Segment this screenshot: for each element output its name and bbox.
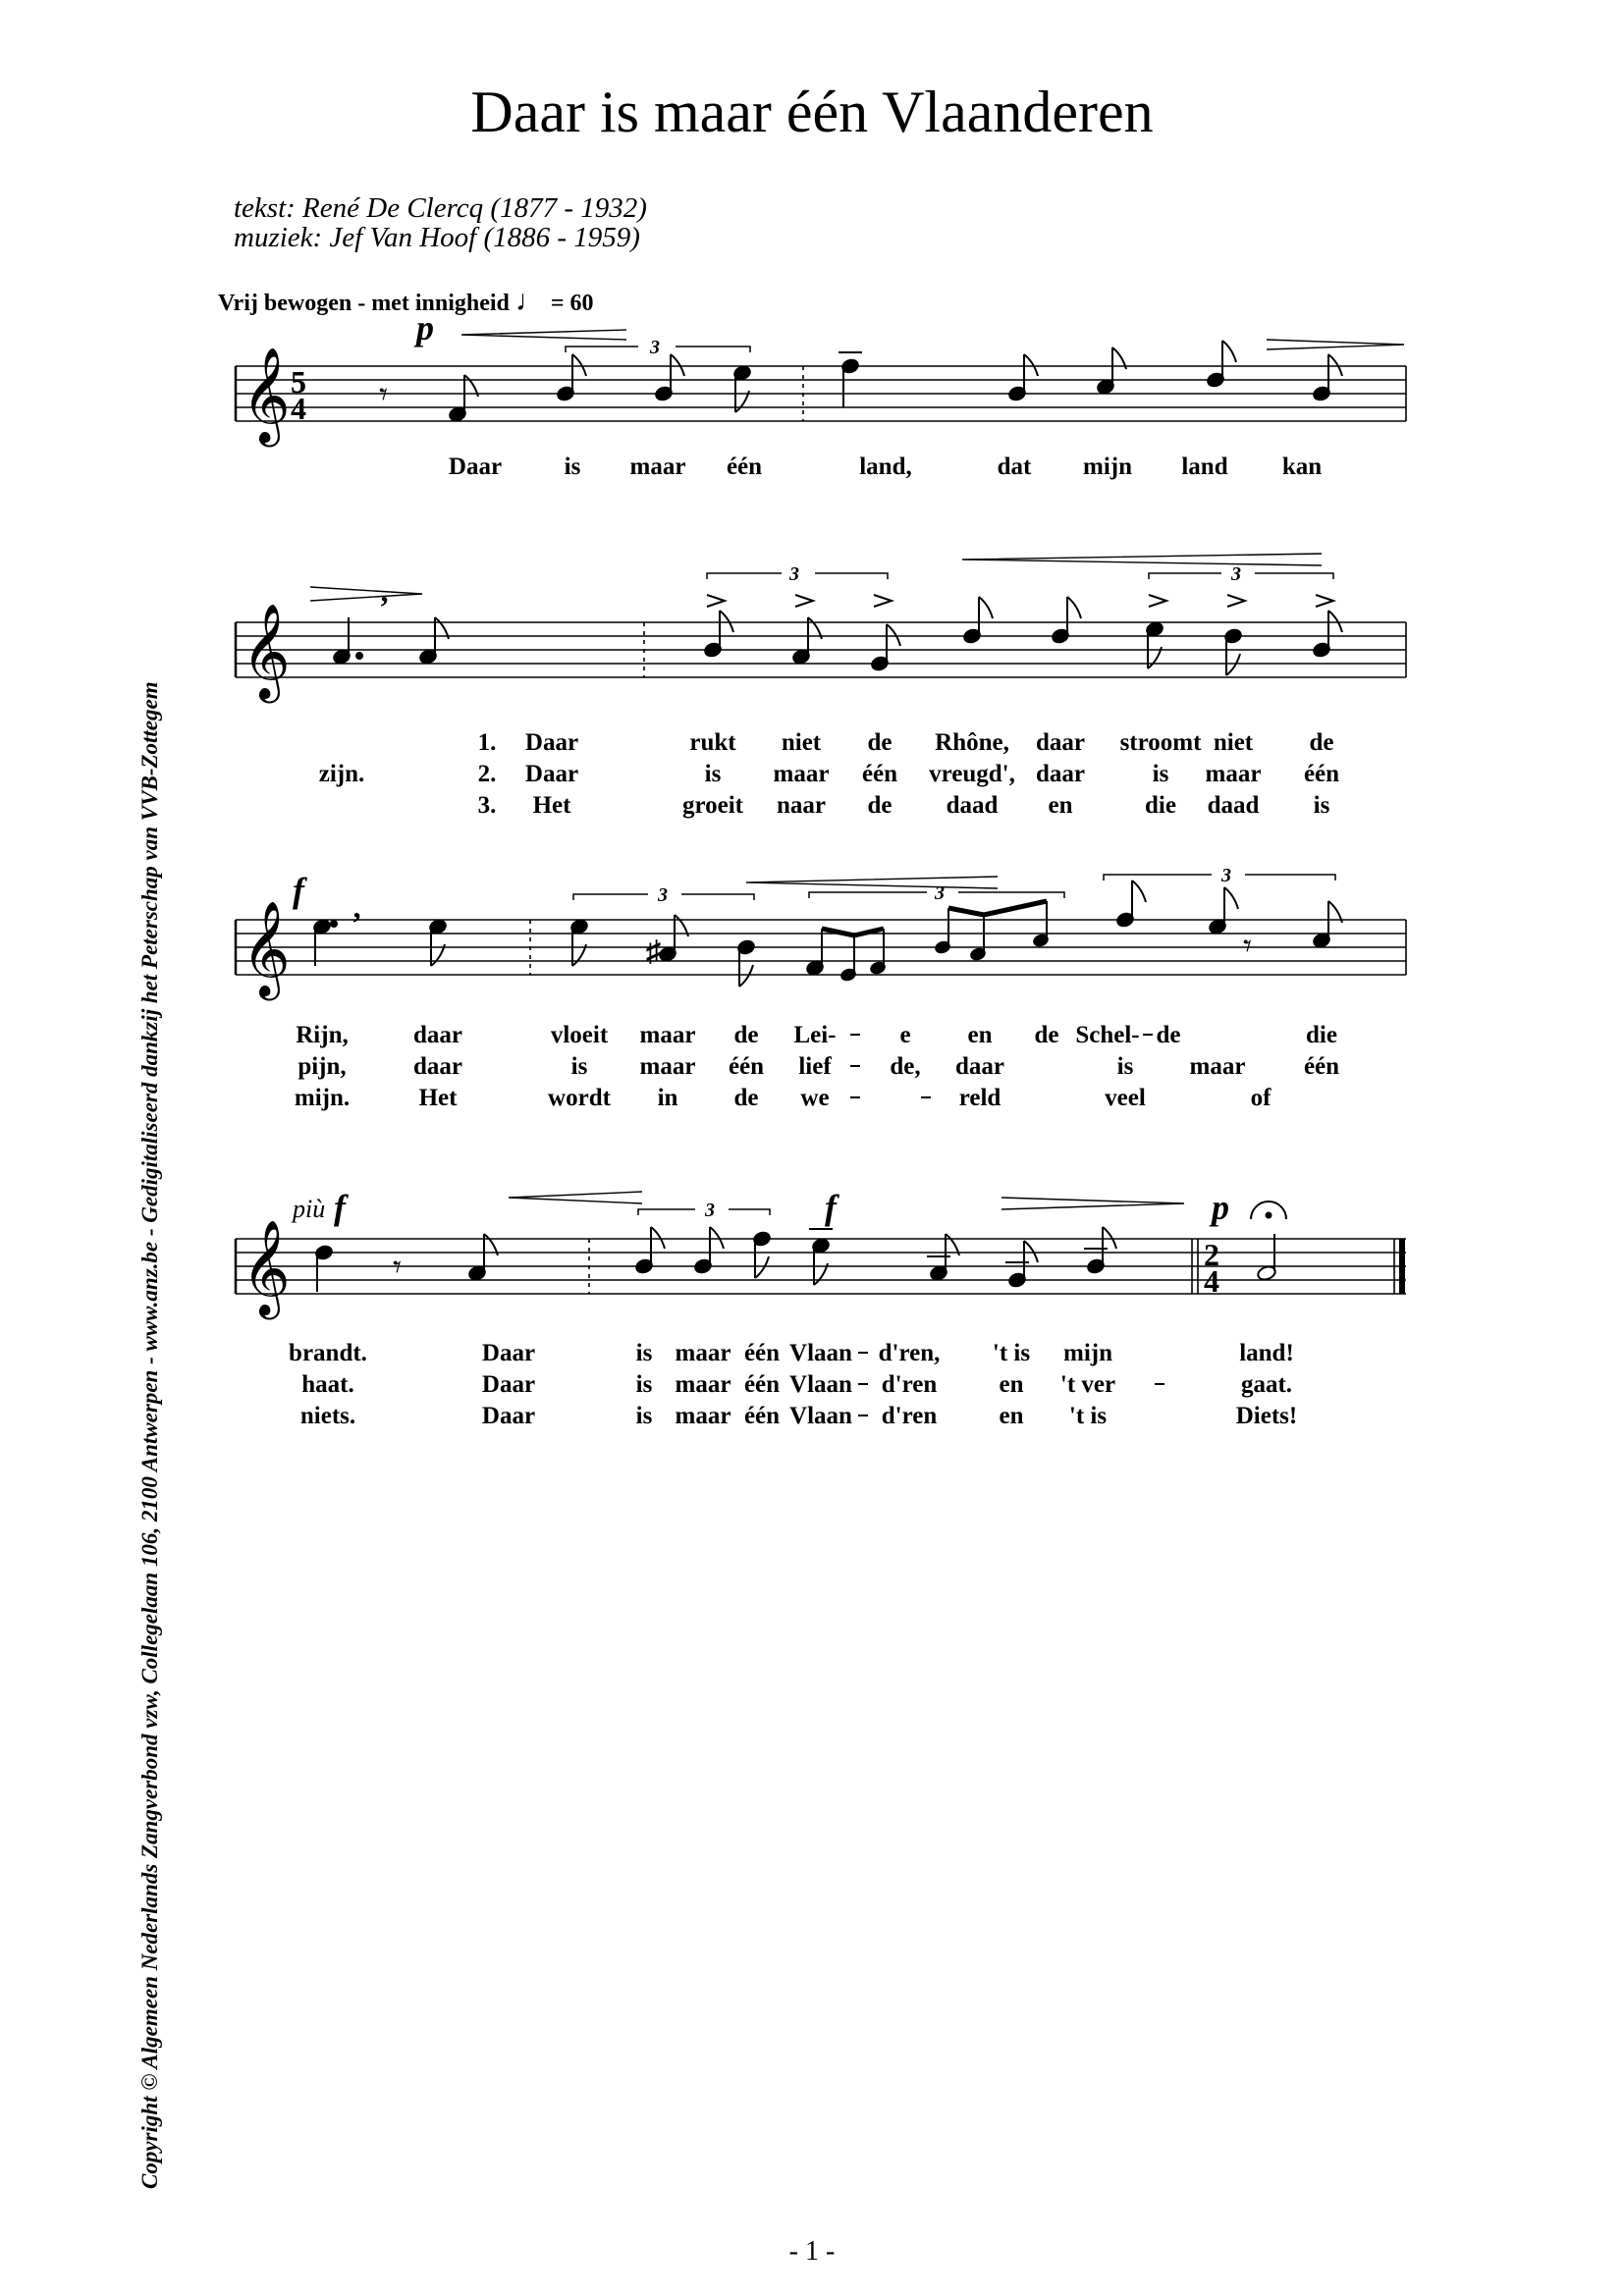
- lyric-syllable: Daar: [481, 1403, 536, 1429]
- note: [1033, 901, 1050, 947]
- lyric-syllable: Daar: [524, 761, 579, 787]
- dynamic-f: f: [825, 1188, 837, 1227]
- note: [658, 915, 688, 962]
- note: [970, 915, 987, 961]
- lyric-syllable: maar: [675, 1403, 731, 1429]
- eighth-rest-icon: 𝄾: [379, 377, 389, 413]
- lyric-syllable: daar: [1036, 761, 1085, 787]
- time-signature-lower: 4: [1204, 1263, 1219, 1299]
- note: [703, 611, 733, 658]
- decrescendo-hairpin: [1267, 340, 1404, 349]
- lyric-syllable: maar: [1205, 761, 1262, 787]
- lyric-syllable: Rijn,: [296, 1022, 349, 1048]
- composer-credit: muziek: Jef Van Hoof (1886 - 1959): [234, 222, 640, 253]
- decrescendo-hairpin: [310, 587, 422, 601]
- crescendo-hairpin: [746, 877, 998, 888]
- triplet-label: 3: [935, 882, 945, 904]
- lyric-syllable: land!: [1239, 1340, 1294, 1366]
- lyric-syllable: zijn.: [318, 761, 365, 787]
- note: [840, 935, 857, 982]
- lyric-syllable: gaat.: [1240, 1371, 1293, 1398]
- lyric-syllable: is: [635, 1403, 653, 1429]
- lyric-syllable: en: [999, 1371, 1024, 1398]
- crescendo-hairpin: [509, 1192, 642, 1203]
- triplet-label: 3: [789, 563, 799, 585]
- lyric-syllable: 2.: [477, 761, 497, 787]
- lyric-syllable: en: [999, 1403, 1024, 1429]
- lyric-syllable: d'ren,: [878, 1340, 941, 1366]
- note: [1115, 881, 1146, 928]
- lyric-syllable: maar: [675, 1340, 731, 1366]
- triplet-label: 3: [658, 884, 668, 906]
- lyric-syllable: in: [657, 1085, 678, 1111]
- dynamic-f: f: [334, 1188, 346, 1227]
- decrescendo-hairpin: [1001, 1198, 1184, 1209]
- note: [448, 375, 478, 422]
- lyric-syllable: Daar: [481, 1371, 536, 1398]
- triplet-label: 3: [705, 1200, 715, 1221]
- triplet-label: 3: [1221, 865, 1231, 886]
- lyric-syllable: mijn: [1063, 1340, 1112, 1366]
- lyric-syllable: die: [1306, 1022, 1337, 1048]
- lyric-syllable: daad: [1207, 792, 1260, 819]
- lyric-syllable: daar: [413, 1053, 462, 1080]
- lyrics-row-4: [289, 1340, 1297, 1429]
- lyric-syllable: niets.: [299, 1403, 356, 1429]
- lyrics-row-1: [449, 454, 1322, 480]
- note: [935, 908, 951, 954]
- lyric-syllable: vreugd',: [929, 761, 1015, 787]
- lyric-syllable: Vlaan: [789, 1403, 852, 1429]
- lyric-syllable: pijn,: [298, 1053, 347, 1080]
- note: [314, 1245, 333, 1292]
- lyric-syllable: Het: [418, 1085, 458, 1111]
- lyric-syllable: 't is: [1068, 1403, 1108, 1429]
- lyric-syllable: d'ren: [881, 1371, 938, 1398]
- staff-system-3: [236, 865, 1406, 1111]
- note: [634, 1227, 665, 1274]
- note: [809, 1229, 833, 1285]
- dynamic-p: p: [1212, 1188, 1229, 1227]
- treble-clef-icon: 𝄞: [242, 607, 291, 698]
- lyric-syllable: Rhône,: [935, 729, 1009, 756]
- lyric-syllable: is: [1116, 1053, 1134, 1080]
- lyric-syllable: lief: [798, 1053, 832, 1080]
- lyric-syllable: één: [743, 1403, 781, 1429]
- lyric-syllable: rukt: [689, 729, 736, 756]
- dynamic-p: p: [416, 308, 434, 347]
- note: [962, 597, 993, 644]
- crescendo-hairpin: [962, 554, 1322, 565]
- lyric-syllable: Vlaan: [789, 1340, 852, 1366]
- note: [332, 617, 362, 665]
- half-note: [1256, 1234, 1276, 1282]
- lyric-syllable: 3.: [477, 792, 497, 819]
- lyric-syllable: één: [861, 761, 898, 787]
- lyric-syllable: is: [564, 454, 581, 480]
- lyric-syllable: daad: [946, 792, 999, 819]
- lyric-syllable: de,: [890, 1053, 921, 1080]
- note: [1312, 354, 1342, 401]
- note: [693, 1227, 724, 1274]
- lyric-syllable: één: [1303, 761, 1340, 787]
- lyric-syllable: de: [733, 1022, 759, 1048]
- lyric-syllable: is: [1313, 792, 1330, 819]
- lyric-syllable: de: [1156, 1022, 1181, 1048]
- note: [312, 919, 337, 966]
- treble-clef-icon: 𝄞: [242, 1223, 291, 1314]
- lyric-syllable: dat: [997, 454, 1032, 480]
- lyric-syllable: Lei-: [793, 1022, 837, 1048]
- lyric-syllable: Daar: [448, 454, 503, 480]
- note: [1223, 628, 1242, 675]
- lyric-syllable: is: [1152, 761, 1169, 787]
- note: [736, 939, 755, 987]
- note: [752, 1231, 771, 1278]
- lyric-syllable: één: [743, 1371, 781, 1398]
- lyric-syllable: wordt: [548, 1085, 611, 1111]
- lyric-syllable: we: [800, 1085, 830, 1111]
- lyric-syllable: één: [728, 1053, 765, 1080]
- lyric-syllable: niet: [1213, 729, 1254, 756]
- lyric-syllable: Daar: [524, 729, 579, 756]
- lyric-syllable: Het: [532, 792, 571, 819]
- note: [556, 354, 586, 401]
- note: [791, 617, 822, 665]
- lyric-syllable: Diets!: [1235, 1403, 1298, 1429]
- note: [1084, 1227, 1116, 1274]
- note: [1312, 611, 1342, 658]
- triplet-label: 3: [650, 337, 660, 358]
- note: [569, 919, 588, 966]
- lyric-syllable: maar: [773, 761, 830, 787]
- lyric-syllable: de: [733, 1085, 759, 1111]
- staff-system-4: [236, 1188, 1406, 1429]
- note: [1312, 901, 1342, 948]
- lyrics-row-3: [295, 1022, 1339, 1111]
- lyric-syllable: daar: [955, 1053, 1004, 1080]
- note: [428, 919, 447, 966]
- lyric-syllable: en: [1048, 792, 1073, 819]
- note: [805, 929, 824, 976]
- staff-system-2: [236, 554, 1406, 819]
- tempo-value: = 60: [550, 291, 594, 316]
- triplet-bracket: [638, 1209, 770, 1215]
- lyric-syllable: één: [1303, 1053, 1340, 1080]
- accent-marks: [707, 595, 1333, 607]
- lyric-syllable: Daar: [481, 1340, 536, 1366]
- lyric-syllable: vloeit: [550, 1022, 609, 1048]
- treble-clef-icon: 𝄞: [242, 904, 291, 995]
- lyric-syllable: d'ren: [881, 1403, 938, 1429]
- lyric-syllable: reld: [958, 1085, 1001, 1111]
- lyric-syllable: maar: [1189, 1053, 1246, 1080]
- staff-system-1: [236, 308, 1406, 480]
- song-title: Daar is maar één Vlaanderen: [470, 80, 1154, 144]
- note: [1145, 621, 1164, 668]
- note: [1051, 597, 1081, 644]
- note: [1096, 347, 1126, 395]
- lyric-syllable: land,: [859, 454, 912, 480]
- copyright-notice: Copyright © Algemeen Nederlands Zangverbond vzw, Collegelaan 106, 2100 Antwerpen - www.anz.be - Gedigitaliseerd dankzij het Peterschap van VVB-Zottegem: [137, 681, 162, 2189]
- lyric-syllable: één: [726, 454, 763, 480]
- note: [1007, 354, 1038, 401]
- note: [870, 624, 900, 671]
- lyric-syllable: Vlaan: [789, 1371, 852, 1398]
- lyric-syllable: de: [867, 729, 893, 756]
- lyric-syllable: mijn: [1083, 454, 1132, 480]
- lyric-syllable: 't is: [992, 1340, 1031, 1366]
- lyric-syllable: en: [967, 1022, 993, 1048]
- crescendo-hairpin: [461, 330, 626, 340]
- lyric-syllable: land: [1181, 454, 1228, 480]
- lyric-syllable: niet: [781, 729, 822, 756]
- lyricist-credit: tekst: René De Clercq (1877 - 1932): [234, 192, 647, 224]
- lyric-syllable: veel: [1105, 1085, 1146, 1111]
- tempo-text: Vrij bewogen - met innigheid: [218, 291, 510, 316]
- lyric-syllable: is: [635, 1340, 653, 1366]
- breath-mark-icon: ’: [379, 589, 390, 624]
- lyric-syllable: die: [1145, 792, 1176, 819]
- note: [418, 617, 449, 665]
- lyric-syllable: haat.: [301, 1371, 354, 1398]
- treble-clef-icon: 𝄞: [242, 350, 291, 442]
- lyric-syllable: is: [570, 1053, 588, 1080]
- lyric-syllable: maar: [639, 1022, 696, 1048]
- page-number: - 1 -: [788, 2236, 836, 2267]
- eighth-rest-icon: 𝄾: [393, 1250, 403, 1286]
- time-signature-upper: 2: [1204, 1237, 1219, 1272]
- sharp-icon: ♯: [646, 935, 661, 968]
- lyric-syllable: brandt.: [289, 1340, 367, 1366]
- lyric-syllable: mijn.: [294, 1085, 351, 1111]
- quarter-note-icon: ♩: [514, 285, 545, 317]
- lyric-syllable: 't ver: [1059, 1371, 1116, 1398]
- note: [870, 929, 887, 975]
- note: [1206, 341, 1236, 388]
- lyric-syllable: maar: [675, 1371, 731, 1398]
- lyric-syllable: daar: [1036, 729, 1085, 756]
- note: [654, 354, 684, 401]
- time-signature-lower: 4: [291, 391, 306, 426]
- lyric-syllable: de: [867, 792, 893, 819]
- lyric-syllable: 1.: [477, 729, 497, 756]
- note: [732, 365, 751, 412]
- lyric-syllable: de: [1309, 729, 1334, 756]
- breath-mark-icon: ’: [352, 905, 362, 940]
- lyric-syllable: daar: [413, 1022, 462, 1048]
- lyric-syllable: kan: [1281, 454, 1323, 480]
- dynamic-f: f: [293, 871, 304, 910]
- time-signature-upper: 5: [291, 364, 306, 400]
- lyric-syllable: e: [899, 1022, 911, 1048]
- lyric-syllable: maar: [639, 1053, 696, 1080]
- note: [1208, 887, 1238, 934]
- note: [927, 1234, 959, 1281]
- lyric-syllable: naar: [777, 792, 826, 819]
- lyric-syllable: maar: [629, 454, 686, 480]
- triplet-label: 3: [1231, 563, 1241, 585]
- fermata-icon: [1251, 1201, 1286, 1219]
- lyric-syllable: is: [635, 1371, 653, 1398]
- lyric-syllable: Schel-: [1075, 1022, 1140, 1048]
- lyric-syllable: één: [743, 1340, 781, 1366]
- lyric-syllable: groeit: [681, 792, 744, 819]
- note: [467, 1234, 498, 1281]
- lyric-syllable: of: [1250, 1085, 1272, 1111]
- piu-marking: più: [293, 1195, 326, 1223]
- lyric-syllable: is: [704, 761, 722, 787]
- note: [1005, 1241, 1038, 1288]
- lyric-syllable: de: [1034, 1022, 1059, 1048]
- eighth-rest-icon: 𝄾: [1243, 929, 1253, 965]
- lyrics-row-2: [319, 729, 1339, 819]
- lyric-syllable: stroomt: [1119, 729, 1202, 756]
